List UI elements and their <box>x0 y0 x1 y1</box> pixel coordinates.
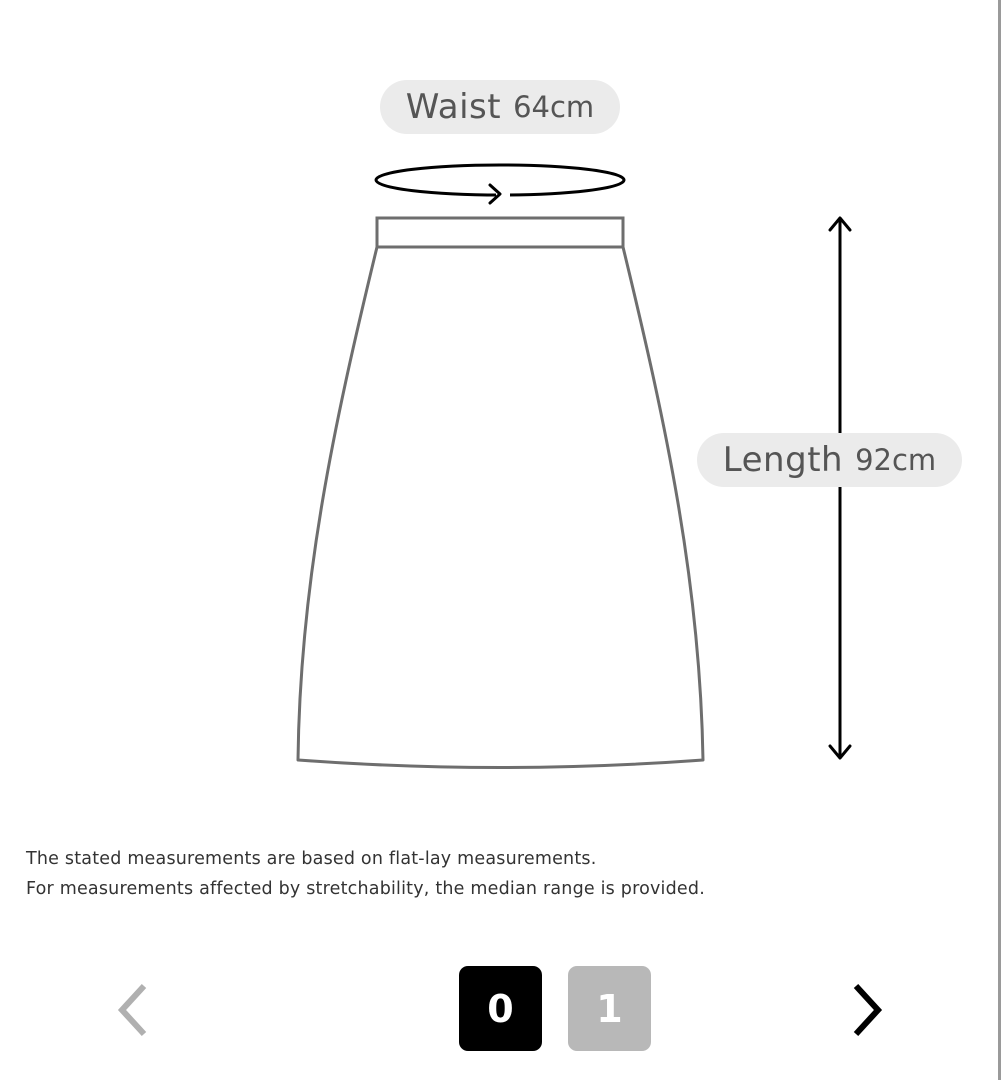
length-label: Length <box>722 440 844 480</box>
measurement-note-line-1: The stated measurements are based on flat-lay measurements. <box>26 849 597 869</box>
waist-value: 64cm <box>513 90 595 124</box>
page-indicator-1[interactable]: 1 <box>568 966 651 1051</box>
waist-label: Waist <box>405 87 502 127</box>
page-indicator-0[interactable]: 0 <box>459 966 542 1051</box>
length-arrow-icon <box>830 218 850 758</box>
previous-button[interactable] <box>110 978 160 1042</box>
chevron-left-icon <box>110 978 160 1042</box>
next-button[interactable] <box>840 978 890 1042</box>
waist-measurement-badge <box>380 80 620 134</box>
waist-circumference-icon <box>376 165 624 203</box>
length-measurement-badge <box>697 433 962 487</box>
measurement-note-line-2: For measurements affected by stretchability, the median range is provided. <box>26 879 705 899</box>
length-value: 92cm <box>855 443 937 477</box>
skirt-outline <box>298 218 703 768</box>
chevron-right-icon <box>840 978 890 1042</box>
